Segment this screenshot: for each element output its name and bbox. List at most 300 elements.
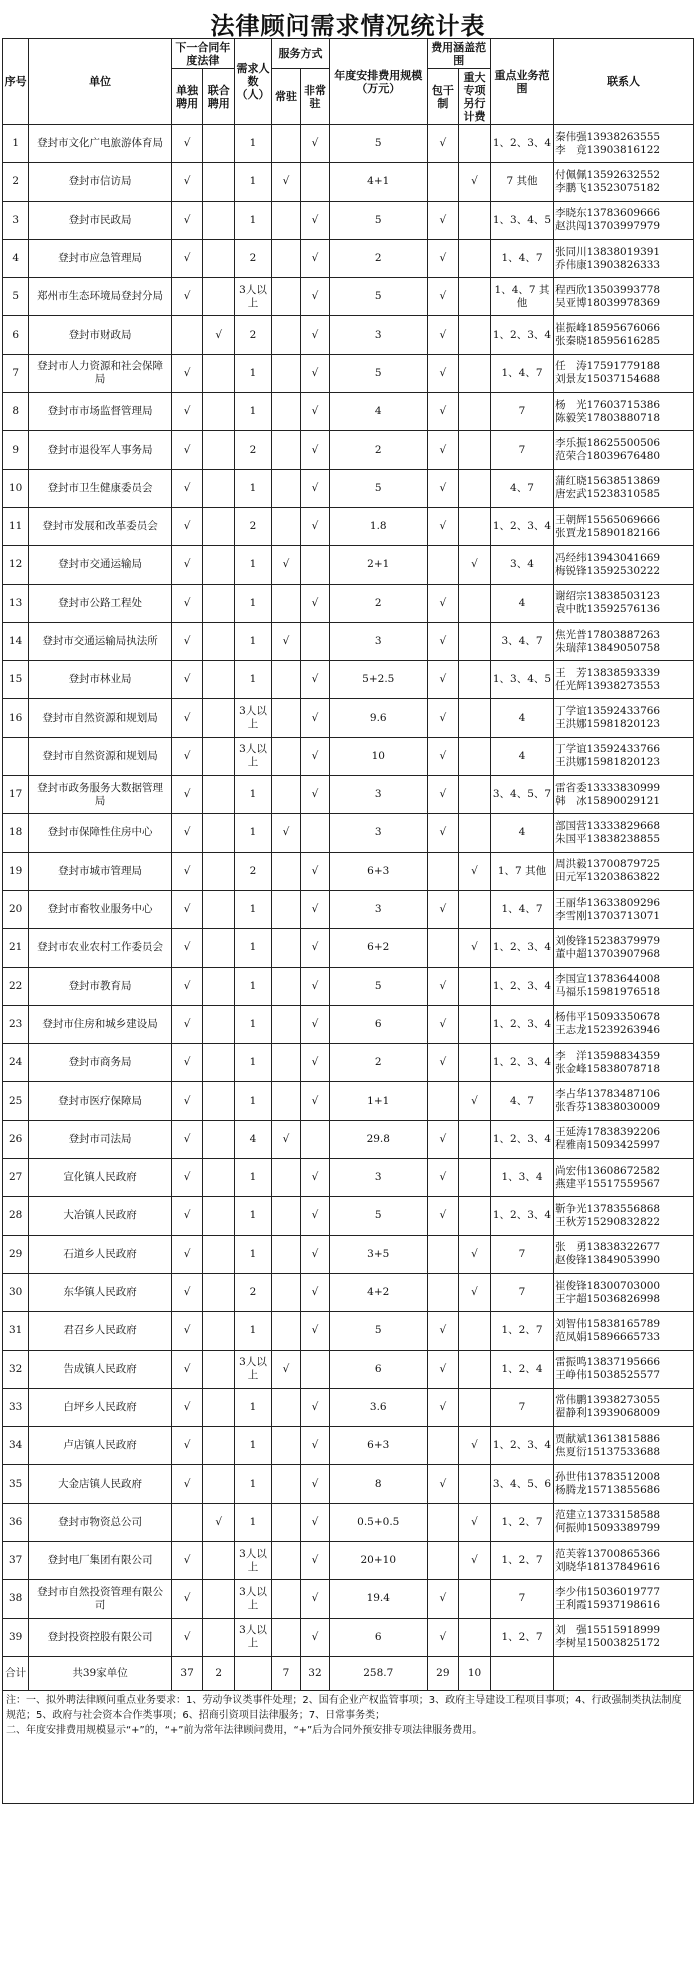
contact-line: 孙世伟13783512008 — [555, 1471, 661, 1484]
row-count: 1 — [235, 1312, 272, 1350]
contact-line: 程雅南15093425997 — [555, 1139, 661, 1152]
row-budget: 3 — [329, 1159, 427, 1197]
row-package — [427, 546, 459, 584]
row-count: 2 — [235, 507, 272, 545]
contact-line: 张 勇13838322677 — [555, 1241, 661, 1254]
row-nonresident: √ — [300, 1427, 329, 1465]
row-resident: √ — [271, 546, 300, 584]
row-budget: 2 — [329, 239, 427, 277]
row-sole: √ — [171, 1350, 203, 1388]
row-resident — [271, 584, 300, 622]
row-package: √ — [427, 890, 459, 928]
row-budget: 6+2 — [329, 929, 427, 967]
row-count: 1 — [235, 546, 272, 584]
row-scope: 1、2、7 — [490, 1312, 553, 1350]
row-sole: √ — [171, 239, 203, 277]
row-joint — [203, 1312, 235, 1350]
row-count: 1 — [235, 354, 272, 392]
row-joint — [203, 1005, 235, 1043]
row-no: 22 — [3, 967, 29, 1005]
row-count: 1 — [235, 1197, 272, 1235]
row-joint — [203, 1235, 235, 1273]
contact-line: 谢绍宗13838503123 — [555, 590, 661, 603]
row-nonresident: √ — [300, 201, 329, 239]
header-contact: 联系人 — [554, 39, 694, 125]
row-scope: 4 — [490, 699, 553, 737]
contact-line: 王 芳13838593339 — [555, 666, 661, 679]
row-nonresident: √ — [300, 584, 329, 622]
table-body — [3, 125, 694, 1691]
row-joint — [203, 1465, 235, 1503]
row-count: 1 — [235, 1427, 272, 1465]
row-budget: 2 — [329, 431, 427, 469]
row-package — [427, 1503, 459, 1541]
note-line-2: 二、年度安排费用规模显示“+”的，“+”前为常年法律顾问费用，“+”后为合同外预安排专项法律服务费用。 — [6, 1725, 483, 1736]
row-budget: 3+5 — [329, 1235, 427, 1273]
row-nonresident: √ — [300, 699, 329, 737]
row-no: 31 — [3, 1312, 29, 1350]
row-resident — [271, 507, 300, 545]
row-contact — [554, 1503, 694, 1541]
row-no: 7 — [3, 354, 29, 392]
row-resident — [271, 890, 300, 928]
row-special — [459, 737, 491, 775]
row-count: 2 — [235, 1273, 272, 1311]
row-no — [3, 737, 29, 775]
row-unit: 宣化镇人民政府 — [29, 1159, 171, 1197]
row-budget: 5 — [329, 1197, 427, 1235]
row-scope: 1、2、3、4 — [490, 1197, 553, 1235]
notes-section — [2, 1691, 694, 1804]
note-line-1: 注：一、拟外聘法律顾问重点业务要求：1、劳动争议类事件处理；2、国有企业产权监管事项；3、政府主导建设工程项目事项；4、行政强制类执法制度规范；5、政府与社会资本合作类事项；6、招商引资项目法律服务；7、日常事务类； — [6, 1695, 682, 1721]
page-title: 法律顾问需求情况统计表 — [210, 12, 486, 40]
row-count: 1 — [235, 1235, 272, 1273]
row-budget: 5+2.5 — [329, 661, 427, 699]
row-nonresident: √ — [300, 852, 329, 890]
row-unit: 郑州市生态环境局登封分局 — [29, 278, 171, 316]
contact-line: 刘俊锋15238379979 — [555, 934, 661, 947]
row-contact — [554, 1082, 694, 1120]
row-sole: √ — [171, 431, 203, 469]
row-budget: 2 — [329, 584, 427, 622]
row-resident: √ — [271, 163, 300, 201]
row-unit: 登封市保障性住房中心 — [29, 814, 171, 852]
contact-line: 杨腾龙15713855686 — [555, 1484, 661, 1497]
row-unit: 登封市财政局 — [29, 316, 171, 354]
row-resident — [271, 239, 300, 277]
row-contact — [554, 278, 694, 316]
header-no: 序号 — [3, 39, 29, 125]
row-contact — [554, 469, 694, 507]
row-contact — [554, 1273, 694, 1311]
row-scope: 1、2、3、4 — [490, 967, 553, 1005]
row-package: √ — [427, 584, 459, 622]
contact-line: 王志龙15239263946 — [555, 1024, 661, 1037]
contact-line: 王峥伟15038525577 — [555, 1369, 661, 1382]
total-nonresident: 32 — [300, 1656, 329, 1690]
row-count: 3人以上 — [235, 1350, 272, 1388]
contact-line: 王宇超15036826998 — [555, 1292, 661, 1305]
row-contact — [554, 316, 694, 354]
contact-line: 朱瑞萍13849050758 — [555, 641, 661, 654]
row-resident — [271, 469, 300, 507]
row-unit: 君召乡人民政府 — [29, 1312, 171, 1350]
row-resident — [271, 316, 300, 354]
row-budget: 5 — [329, 967, 427, 1005]
row-package: √ — [427, 354, 459, 392]
row-special: √ — [459, 1541, 491, 1579]
row-sole: √ — [171, 1197, 203, 1235]
row-special — [459, 622, 491, 660]
contact-line: 李鹏飞13523075182 — [555, 181, 661, 194]
row-no: 17 — [3, 776, 29, 814]
row-unit: 登封市退役军人事务局 — [29, 431, 171, 469]
row-unit: 登封市信访局 — [29, 163, 171, 201]
row-unit: 卢店镇人民政府 — [29, 1427, 171, 1465]
row-unit: 登封市自然资源和规划局 — [29, 699, 171, 737]
row-unit: 东华镇人民政府 — [29, 1273, 171, 1311]
row-sole: √ — [171, 929, 203, 967]
row-sole: √ — [171, 1465, 203, 1503]
row-package: √ — [427, 661, 459, 699]
row-budget: 5 — [329, 1312, 427, 1350]
row-special — [459, 431, 491, 469]
row-scope: 3、4 — [490, 546, 553, 584]
contact-line: 常伟鹏13938273055 — [555, 1394, 661, 1407]
row-special — [459, 661, 491, 699]
row-budget: 5 — [329, 125, 427, 163]
contact-line: 翟静利13939068009 — [555, 1407, 661, 1420]
row-budget: 8 — [329, 1465, 427, 1503]
row-unit: 登封电厂集团有限公司 — [29, 1541, 171, 1579]
contact-line: 丁学谊13592433766 — [555, 705, 661, 718]
row-resident — [271, 1388, 300, 1426]
contact-line: 梅锐锋13592530222 — [555, 564, 661, 577]
contact-line: 王秋芳15290832822 — [555, 1215, 661, 1228]
row-special — [459, 507, 491, 545]
row-resident — [271, 1005, 300, 1043]
row-sole: √ — [171, 661, 203, 699]
row-no: 19 — [3, 852, 29, 890]
row-special — [459, 278, 491, 316]
row-joint: √ — [203, 1503, 235, 1541]
total-row — [3, 1656, 694, 1690]
row-resident — [271, 393, 300, 431]
contact-line: 靳争光13783556868 — [555, 1202, 661, 1215]
row-nonresident: √ — [300, 393, 329, 431]
row-scope: 4 — [490, 814, 553, 852]
row-no: 3 — [3, 201, 29, 239]
row-no: 26 — [3, 1120, 29, 1158]
row-contact — [554, 814, 694, 852]
row-count: 1 — [235, 929, 272, 967]
contact-line: 王丽华13633809296 — [555, 896, 661, 909]
contact-line: 张同川13838019391 — [555, 245, 661, 258]
row-scope: 7 — [490, 393, 553, 431]
row-special: √ — [459, 546, 491, 584]
contact-line: 秦伟强13938263555 — [555, 130, 661, 143]
row-package — [427, 1273, 459, 1311]
row-unit: 登封市医疗保障局 — [29, 1082, 171, 1120]
row-unit: 登封市交通运输局执法所 — [29, 622, 171, 660]
table-row — [3, 1273, 694, 1311]
total-unit: 共39家单位 — [29, 1656, 171, 1690]
row-no: 28 — [3, 1197, 29, 1235]
row-nonresident — [300, 163, 329, 201]
table-row — [3, 239, 694, 277]
contact-line: 张秦晓18595616285 — [555, 335, 661, 348]
row-package: √ — [427, 1044, 459, 1082]
row-budget: 5 — [329, 469, 427, 507]
header-service-group: 服务方式 — [271, 39, 329, 69]
row-unit: 登封市物资总公司 — [29, 1503, 171, 1541]
row-contact — [554, 507, 694, 545]
row-joint — [203, 278, 235, 316]
contact-line: 崔俊锋18300703000 — [555, 1279, 661, 1292]
row-sole: √ — [171, 890, 203, 928]
row-no: 5 — [3, 278, 29, 316]
row-unit: 登封市农业农村工作委员会 — [29, 929, 171, 967]
row-joint — [203, 163, 235, 201]
table-row — [3, 393, 694, 431]
row-no: 18 — [3, 814, 29, 852]
contact-line: 丁学谊13592433766 — [555, 743, 661, 756]
row-nonresident: √ — [300, 890, 329, 928]
row-sole: √ — [171, 125, 203, 163]
row-contact — [554, 776, 694, 814]
row-joint — [203, 699, 235, 737]
contact-line: 李少伟15036019777 — [555, 1585, 661, 1598]
table-row — [3, 967, 694, 1005]
row-nonresident: √ — [300, 1197, 329, 1235]
table-row — [3, 814, 694, 852]
row-package — [427, 929, 459, 967]
row-resident — [271, 967, 300, 1005]
table-row — [3, 1503, 694, 1541]
row-count: 1 — [235, 814, 272, 852]
contact-line: 燕建平15517559567 — [555, 1177, 661, 1190]
row-resident — [271, 1618, 300, 1656]
contact-line: 何振帅15093389799 — [555, 1522, 661, 1535]
row-scope: 1、4、7 — [490, 890, 553, 928]
row-nonresident: √ — [300, 1082, 329, 1120]
row-nonresident: √ — [300, 1159, 329, 1197]
row-resident — [271, 1465, 300, 1503]
contact-line: 唐宏武15238310585 — [555, 488, 661, 501]
row-sole: √ — [171, 1235, 203, 1273]
row-no: 33 — [3, 1388, 29, 1426]
row-unit: 登封市城市管理局 — [29, 852, 171, 890]
row-contact — [554, 852, 694, 890]
row-no: 15 — [3, 661, 29, 699]
table-row — [3, 1427, 694, 1465]
table-row — [3, 890, 694, 928]
contact-line: 张香芬13838030009 — [555, 1101, 661, 1114]
row-sole: √ — [171, 1120, 203, 1158]
row-count: 3人以上 — [235, 1618, 272, 1656]
row-contact — [554, 1312, 694, 1350]
row-contact — [554, 1580, 694, 1618]
row-unit: 白坪乡人民政府 — [29, 1388, 171, 1426]
row-package: √ — [427, 1312, 459, 1350]
row-nonresident — [300, 546, 329, 584]
row-sole: √ — [171, 1580, 203, 1618]
row-contact — [554, 163, 694, 201]
row-sole: √ — [171, 201, 203, 239]
header-special: 重大专项另行计费 — [459, 69, 491, 125]
row-budget: 20+10 — [329, 1541, 427, 1579]
contact-line: 刘晓华18137849616 — [555, 1560, 661, 1573]
row-sole: √ — [171, 1427, 203, 1465]
row-scope: 1、7 其他 — [490, 852, 553, 890]
row-no: 14 — [3, 622, 29, 660]
row-scope: 1、2、7 — [490, 1618, 553, 1656]
contact-line: 刘智伟15838165789 — [555, 1317, 661, 1330]
row-count: 1 — [235, 584, 272, 622]
row-package: √ — [427, 1580, 459, 1618]
row-budget: 1+1 — [329, 1082, 427, 1120]
row-joint — [203, 1082, 235, 1120]
contact-line: 李国宣13783644008 — [555, 973, 661, 986]
row-joint — [203, 814, 235, 852]
row-sole: √ — [171, 699, 203, 737]
row-sole: √ — [171, 776, 203, 814]
row-nonresident: √ — [300, 1312, 329, 1350]
contact-line: 范芙蓉13700865366 — [555, 1547, 661, 1560]
row-package — [427, 1541, 459, 1579]
row-scope: 1、2、3、4 — [490, 1427, 553, 1465]
row-count: 2 — [235, 431, 272, 469]
contact-line: 焦光普17803887263 — [555, 628, 661, 641]
contact-line: 王洪娜15981820123 — [555, 718, 661, 731]
row-no: 25 — [3, 1082, 29, 1120]
row-joint — [203, 967, 235, 1005]
row-budget: 5 — [329, 354, 427, 392]
row-no: 10 — [3, 469, 29, 507]
row-no: 8 — [3, 393, 29, 431]
table-row — [3, 1044, 694, 1082]
row-nonresident: √ — [300, 431, 329, 469]
row-contact — [554, 622, 694, 660]
row-sole: √ — [171, 278, 203, 316]
row-contact — [554, 1350, 694, 1388]
row-joint: √ — [203, 316, 235, 354]
row-unit: 登封市发展和改革委员会 — [29, 507, 171, 545]
row-package: √ — [427, 1465, 459, 1503]
row-contact — [554, 239, 694, 277]
row-scope: 7 — [490, 1235, 553, 1273]
row-scope: 1、2、4 — [490, 1350, 553, 1388]
row-unit: 登封市交通运输局 — [29, 546, 171, 584]
row-resident — [271, 1427, 300, 1465]
row-unit: 登封投资控股有限公司 — [29, 1618, 171, 1656]
row-package: √ — [427, 737, 459, 775]
row-nonresident: √ — [300, 1580, 329, 1618]
row-package: √ — [427, 1350, 459, 1388]
row-budget: 2 — [329, 1044, 427, 1082]
row-scope: 3、4、7 — [490, 622, 553, 660]
contact-line: 周洪毅13700879725 — [555, 858, 661, 871]
row-no: 39 — [3, 1618, 29, 1656]
row-special — [459, 1120, 491, 1158]
row-contact — [554, 431, 694, 469]
row-joint — [203, 1044, 235, 1082]
row-nonresident: √ — [300, 125, 329, 163]
row-count: 1 — [235, 1082, 272, 1120]
row-joint — [203, 1427, 235, 1465]
row-resident — [271, 699, 300, 737]
row-resident — [271, 852, 300, 890]
table-row — [3, 1197, 694, 1235]
row-no: 11 — [3, 507, 29, 545]
row-special — [459, 814, 491, 852]
row-resident — [271, 1541, 300, 1579]
contact-line: 范凤娟15896665733 — [555, 1330, 661, 1343]
row-count: 1 — [235, 393, 272, 431]
row-budget: 10 — [329, 737, 427, 775]
row-resident — [271, 431, 300, 469]
row-nonresident: √ — [300, 278, 329, 316]
row-no: 4 — [3, 239, 29, 277]
row-budget: 4+2 — [329, 1273, 427, 1311]
header-budget: 年度安排费用规模（万元） — [329, 39, 427, 125]
row-no: 27 — [3, 1159, 29, 1197]
row-contact — [554, 1005, 694, 1043]
row-count: 2 — [235, 239, 272, 277]
row-sole: √ — [171, 1082, 203, 1120]
total-sole: 37 — [171, 1656, 203, 1690]
table-row — [3, 1312, 694, 1350]
row-budget: 6+3 — [329, 852, 427, 890]
row-special — [459, 584, 491, 622]
row-budget: 6 — [329, 1618, 427, 1656]
row-nonresident — [300, 1350, 329, 1388]
row-scope: 1、2、7 — [490, 1541, 553, 1579]
header-unit: 单位 — [29, 39, 171, 125]
total-joint: 2 — [203, 1656, 235, 1690]
row-contact — [554, 1120, 694, 1158]
row-sole: √ — [171, 1541, 203, 1579]
contact-line: 李占华13783487106 — [555, 1088, 661, 1101]
contact-line: 部国营13333829668 — [555, 819, 661, 832]
row-budget: 4+1 — [329, 163, 427, 201]
row-joint — [203, 469, 235, 507]
row-special: √ — [459, 163, 491, 201]
row-no: 12 — [3, 546, 29, 584]
row-special: √ — [459, 852, 491, 890]
row-special: √ — [459, 1235, 491, 1273]
total-label: 合计 — [3, 1656, 29, 1690]
row-count: 1 — [235, 469, 272, 507]
contact-line: 王朝辉15565069666 — [555, 513, 661, 526]
row-scope: 1、2、3、4 — [490, 929, 553, 967]
row-contact — [554, 929, 694, 967]
row-sole: √ — [171, 1388, 203, 1426]
row-contact — [554, 1044, 694, 1082]
contact-line: 王洪娜15981820123 — [555, 756, 661, 769]
row-budget: 6 — [329, 1350, 427, 1388]
row-resident — [271, 201, 300, 239]
row-contact — [554, 354, 694, 392]
row-nonresident: √ — [300, 239, 329, 277]
row-no: 21 — [3, 929, 29, 967]
row-package — [427, 1235, 459, 1273]
row-nonresident: √ — [300, 1618, 329, 1656]
row-scope: 1、4、7 — [490, 354, 553, 392]
contact-line: 马福乐15981976518 — [555, 986, 661, 999]
row-scope: 1、4、7 其他 — [490, 278, 553, 316]
row-joint — [203, 1197, 235, 1235]
